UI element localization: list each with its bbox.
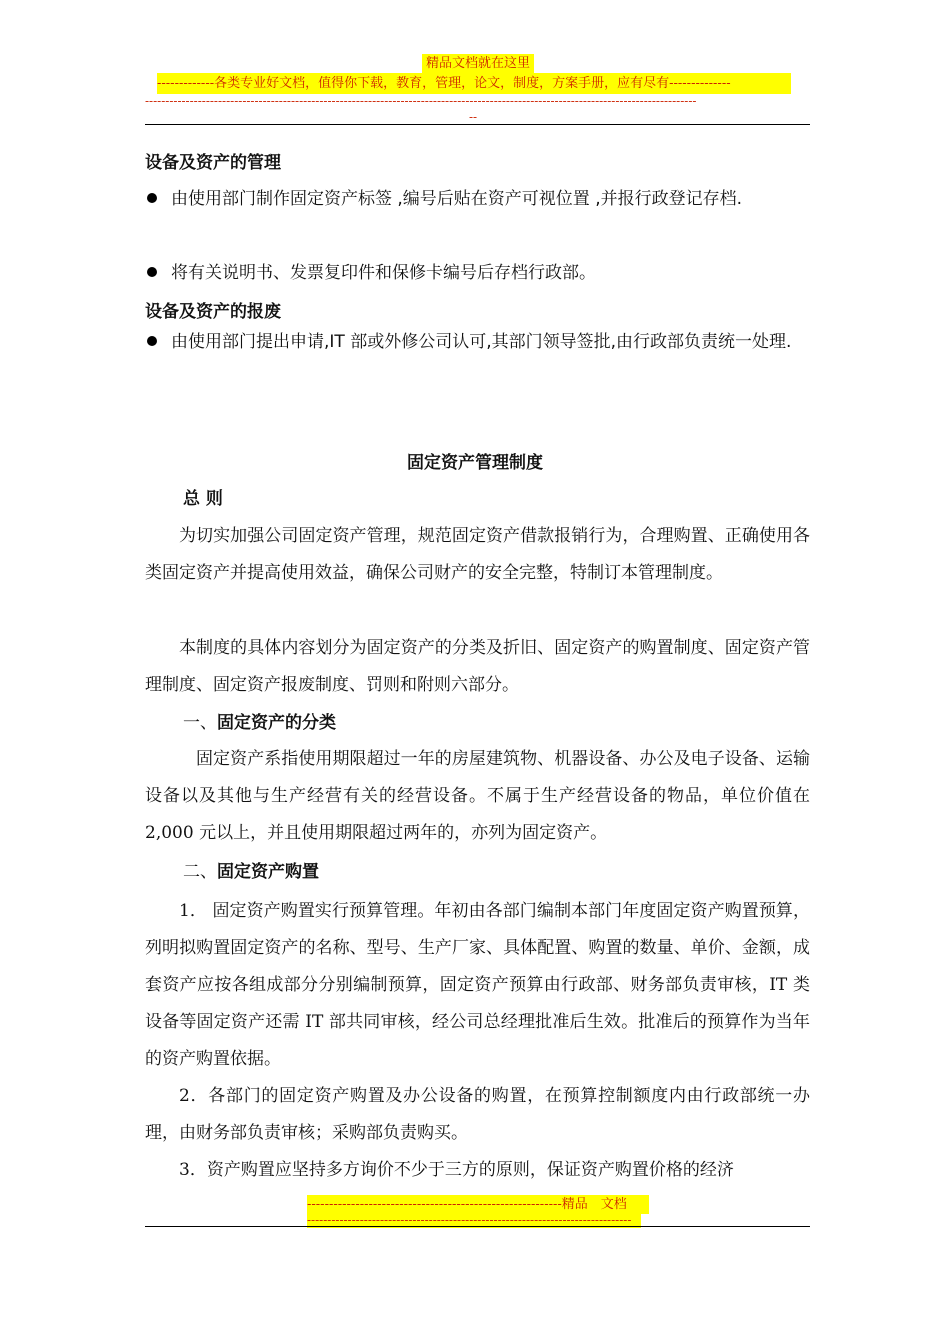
bullet-text: 由使用部门提出申请,IT 部或外修公司认可,其部门领导签批,由行政部负责统一处理. — [171, 332, 792, 352]
section-2-paragraph-2: 2．各部门的固定资产购置及办公设备的购置，在预算控制额度内由行政部统一办理，由财务部负责审核；采购部负责购买。 — [145, 1086, 810, 1143]
general-heading: 总 则 — [183, 489, 223, 509]
header-rule — [145, 124, 810, 125]
footer-dash-line: -------------------------------------------------------------------------------- — [307, 1213, 641, 1228]
bullet-text: 由使用部门制作固定资产标签 ,编号后贴在资产可视位置 ,并报行政登记存档. — [171, 189, 743, 209]
header-dash-line: ---------------------------------------------------------------------------------------------------------------------------------------- — [145, 94, 697, 108]
section-a-heading: 设备及资产的管理 — [145, 153, 281, 173]
bullet-icon — [147, 193, 157, 203]
section-a-bullet-2 — [145, 255, 810, 292]
section-2-paragraph-1: 1． 固定资产购置实行预算管理。年初由各部门编制本部门年度固定资产购置预算，列明拟购置固定资产的名称、型号、生产厂家、具体配置、购置的数量、单价、金额，成套资产应按各组成部分分别编制预算，固定资产预算由行政部、财务部负责审核，IT 类设备等固定资产还需 IT 部共同审核，经公司总经理批准后生效。批准后的预算作为当年的资产购置依据。 — [145, 901, 810, 1069]
header-title: 精品文档就在这里 — [422, 54, 534, 74]
header-banner: -------------各类专业好文档，值得你下载，教育，管理，论文，制度，方案手册，应有尽有-------------- — [157, 73, 791, 94]
general-paragraph-2: 本制度的具体内容划分为固定资产的分类及折旧、固定资产的购置制度、固定资产管理制度、固定资产报废制度、罚则和附则六部分。 — [145, 638, 810, 695]
section-1-title: 固定资产的分类 — [217, 713, 336, 733]
section-2-heading — [183, 861, 319, 883]
document-title: 固定资产管理制度 — [407, 453, 543, 473]
section-1-number: 一、 — [183, 713, 217, 733]
footer-rule — [145, 1226, 810, 1227]
header-dash-tail: -- — [469, 110, 478, 124]
section-1-paragraph: 固定资产系指使用期限超过一年的房屋建筑物、机器设备、办公及电子设备、运输设备以及其他与生产经营有关的经营设备。不属于生产经营设备的物品，单位价值在 2,000 元以上，并且使用期限超过两年的，亦列为固定资产。 — [145, 749, 810, 843]
footer-banner: ----------------------------------------------------------精品 文档 — [307, 1195, 649, 1214]
bullet-icon — [147, 336, 157, 346]
bullet-text: 将有关说明书、发票复印件和保修卡编号后存档行政部。 — [171, 263, 596, 283]
section-b-heading: 设备及资产的报废 — [145, 302, 281, 322]
section-2-number: 二、 — [183, 862, 217, 882]
bullet-icon — [147, 267, 157, 277]
section-2-title: 固定资产购置 — [217, 862, 319, 882]
section-a-bullet-1 — [145, 181, 810, 218]
section-2-paragraph-3: 3．资产购置应坚持多方询价不少于三方的原则，保证资产购置价格的经济 — [179, 1160, 734, 1180]
section-1-heading — [183, 712, 336, 734]
general-paragraph-1: 为切实加强公司固定资产管理，规范固定资产借款报销行为，合理购置、正确使用各类固定资产并提高使用效益，确保公司财产的安全完整，特制订本管理制度。 — [145, 526, 810, 583]
section-b-bullet-1 — [145, 324, 810, 361]
